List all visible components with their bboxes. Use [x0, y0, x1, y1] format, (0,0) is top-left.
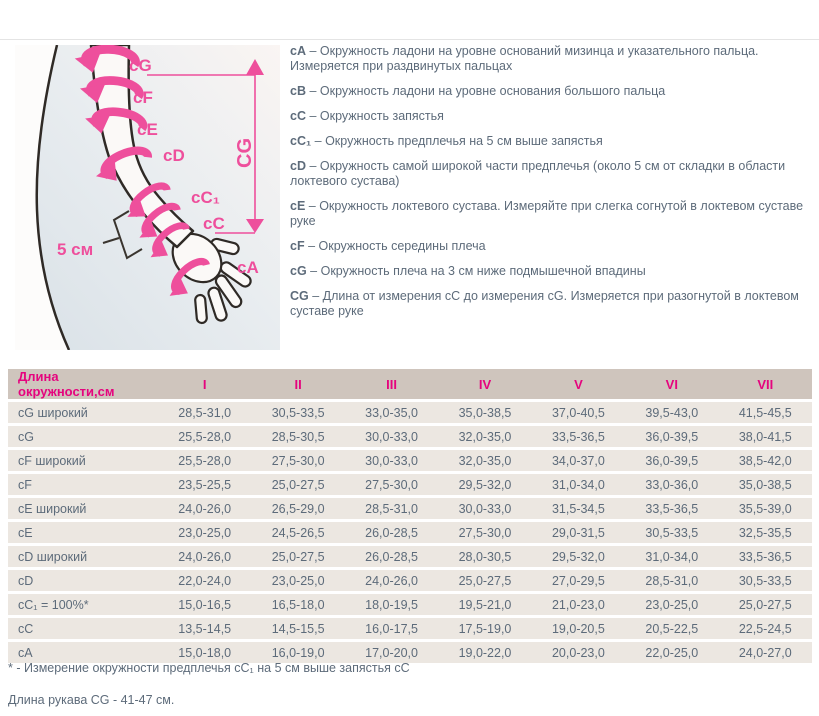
cell-size-1: 15,0-18,0 [158, 642, 251, 663]
cell-size-1: 25,5-28,0 [158, 450, 251, 471]
cell-size-5: 34,0-37,0 [532, 450, 625, 471]
measurement-text: – Окружность запястья [309, 109, 444, 123]
cell-size-5: 31,0-34,0 [532, 474, 625, 495]
cell-size-7: 33,5-36,5 [719, 546, 812, 567]
footnote-sleeve-length: Длина рукава CG - 41-47 см. [8, 693, 175, 707]
row-label: cF [8, 474, 158, 495]
cell-size-4: 27,5-30,0 [438, 522, 531, 543]
cell-size-3: 27,5-30,0 [345, 474, 438, 495]
measurement-text: – Окружность локтевого сустава. Измеряйте при слегка согнутой в локтевом суставе руке [290, 199, 804, 228]
cell-size-7: 35,5-39,0 [719, 498, 812, 519]
cell-size-5: 20,0-23,0 [532, 642, 625, 663]
cell-size-6: 39,5-43,0 [625, 402, 718, 423]
cell-size-4: 32,0-35,0 [438, 426, 531, 447]
measurement-text: – Окружность ладони на уровне основания большого пальца [309, 84, 666, 98]
cell-size-6: 36,0-39,5 [625, 426, 718, 447]
cell-size-1: 13,5-14,5 [158, 618, 251, 639]
row-label: cE широкий [8, 498, 158, 519]
cell-size-6: 30,5-33,5 [625, 522, 718, 543]
size-table-header-row [8, 369, 812, 399]
cell-size-4: 19,5-21,0 [438, 594, 531, 615]
cell-size-5: 27,0-29,5 [532, 570, 625, 591]
measurement-text: – Окружность предплечья на 5 см выше запястья [314, 134, 603, 148]
row-label: cG широкий [8, 402, 158, 423]
cell-size-6: 28,5-31,0 [625, 570, 718, 591]
cell-size-1: 23,0-25,0 [158, 522, 251, 543]
cell-size-1: 23,5-25,5 [158, 474, 251, 495]
measurement-description [290, 159, 816, 189]
row-label: cG [8, 426, 158, 447]
cell-size-2: 16,5-18,0 [251, 594, 344, 615]
measurement-text: – Окружность середины плеча [308, 239, 486, 253]
cell-size-7: 41,5-45,5 [719, 402, 812, 423]
measurement-description [290, 44, 816, 74]
cell-size-3: 28,5-31,0 [345, 498, 438, 519]
measurement-code: cB [290, 84, 306, 98]
diagram-label-cD: cD [163, 146, 185, 165]
cell-size-2: 26,5-29,0 [251, 498, 344, 519]
cell-size-5: 29,0-31,5 [532, 522, 625, 543]
row-label: cF широкий [8, 450, 158, 471]
cell-size-2: 25,0-27,5 [251, 546, 344, 567]
measurement-text: – Окружность плеча на 3 см ниже подмышечной впадины [310, 264, 646, 278]
column-header-size-7: VII [719, 369, 812, 399]
cell-size-4: 17,5-19,0 [438, 618, 531, 639]
cell-size-4: 32,0-35,0 [438, 450, 531, 471]
cell-size-5: 37,0-40,5 [532, 402, 625, 423]
cell-size-4: 35,0-38,5 [438, 402, 531, 423]
diagram-label-cG: cG [129, 56, 152, 75]
row-label: cC₁ = 100%* [8, 594, 158, 615]
cell-size-1: 15,0-16,5 [158, 594, 251, 615]
footnote-asterisk: * - Измерение окружности предплечья cC₁ на 5 см выше запястья cC [8, 661, 410, 675]
arm-measurement-illustration [15, 45, 280, 350]
diagram-label-cC1: cC₁ [191, 188, 220, 207]
measurement-code: CG [290, 289, 309, 303]
column-header-size-3: III [345, 369, 438, 399]
cell-size-6: 36,0-39,5 [625, 450, 718, 471]
cell-size-3: 16,0-17,5 [345, 618, 438, 639]
cell-size-7: 38,5-42,0 [719, 450, 812, 471]
cell-size-3: 26,0-28,5 [345, 546, 438, 567]
row-label: cD широкий [8, 546, 158, 567]
cell-size-4: 19,0-22,0 [438, 642, 531, 663]
column-header-size-4: IV [438, 369, 531, 399]
diagram-label-cF: cF [133, 88, 153, 107]
cell-size-6: 31,0-34,0 [625, 546, 718, 567]
measurement-code: cA [290, 44, 306, 58]
table-row [8, 474, 812, 495]
measurement-description [290, 239, 816, 254]
cell-size-3: 24,0-26,0 [345, 570, 438, 591]
table-row [8, 546, 812, 567]
table-row [8, 426, 812, 447]
table-row [8, 402, 812, 423]
cell-size-4: 29,5-32,0 [438, 474, 531, 495]
table-row [8, 498, 812, 519]
row-label: cA [8, 642, 158, 663]
table-row [8, 450, 812, 471]
cell-size-7: 25,0-27,5 [719, 594, 812, 615]
measurement-code: cD [290, 159, 306, 173]
cell-size-6: 33,0-36,0 [625, 474, 718, 495]
table-row [8, 618, 812, 639]
measurement-description [290, 134, 816, 149]
cell-size-4: 30,0-33,0 [438, 498, 531, 519]
diagram-label-cE: cE [137, 120, 158, 139]
cell-size-7: 38,0-41,5 [719, 426, 812, 447]
cell-size-6: 22,0-25,0 [625, 642, 718, 663]
cell-size-4: 28,0-30,5 [438, 546, 531, 567]
measurement-code: cC₁ [290, 134, 312, 148]
cell-size-3: 30,0-33,0 [345, 426, 438, 447]
cell-size-6: 20,5-22,5 [625, 618, 718, 639]
measurement-code: cC [290, 109, 306, 123]
measurement-description [290, 289, 816, 319]
table-row [8, 594, 812, 615]
cell-size-3: 17,0-20,0 [345, 642, 438, 663]
measurement-descriptions [290, 44, 816, 329]
cell-size-7: 24,0-27,0 [719, 642, 812, 663]
cell-size-2: 30,5-33,5 [251, 402, 344, 423]
column-header-size-1: I [158, 369, 251, 399]
cell-size-1: 25,5-28,0 [158, 426, 251, 447]
measurement-code: cG [290, 264, 307, 278]
diagram-label-length-CG: CG [234, 138, 256, 168]
table-row [8, 522, 812, 543]
cell-size-4: 25,0-27,5 [438, 570, 531, 591]
row-label: cC [8, 618, 158, 639]
measurement-code: cE [290, 199, 306, 213]
cell-size-2: 27,5-30,0 [251, 450, 344, 471]
cell-size-5: 21,0-23,0 [532, 594, 625, 615]
diagram-label-cC: cC [203, 214, 225, 233]
top-divider [0, 39, 819, 40]
column-header-size-5: V [532, 369, 625, 399]
measurement-text: – Окружность ладони на уровне оснований мизинца и указательного пальца. Измеряется при раздвинутых пальцах [290, 44, 759, 73]
cell-size-7: 32,5-35,5 [719, 522, 812, 543]
cell-size-7: 35,0-38,5 [719, 474, 812, 495]
measurement-description [290, 109, 816, 124]
cell-size-2: 23,0-25,0 [251, 570, 344, 591]
column-header-length: Длина окружности,см [8, 369, 158, 399]
cell-size-2: 28,5-30,5 [251, 426, 344, 447]
cell-size-6: 33,5-36,5 [625, 498, 718, 519]
cell-size-3: 33,0-35,0 [345, 402, 438, 423]
cell-size-3: 30,0-33,0 [345, 450, 438, 471]
cell-size-1: 24,0-26,0 [158, 546, 251, 567]
cell-size-1: 24,0-26,0 [158, 498, 251, 519]
size-table [8, 366, 812, 666]
cell-size-3: 18,0-19,5 [345, 594, 438, 615]
cell-size-7: 22,5-24,5 [719, 618, 812, 639]
cell-size-1: 28,5-31,0 [158, 402, 251, 423]
column-header-size-6: VI [625, 369, 718, 399]
cell-size-7: 30,5-33,5 [719, 570, 812, 591]
cell-size-2: 16,0-19,0 [251, 642, 344, 663]
cell-size-2: 24,5-26,5 [251, 522, 344, 543]
table-row [8, 642, 812, 663]
cell-size-3: 26,0-28,5 [345, 522, 438, 543]
column-header-size-2: II [251, 369, 344, 399]
measurement-description [290, 84, 816, 99]
measurement-description [290, 264, 816, 279]
cell-size-5: 31,5-34,5 [532, 498, 625, 519]
table-row [8, 570, 812, 591]
diagram-label-five-cm: 5 см [57, 240, 94, 259]
measurement-description [290, 199, 816, 229]
measurement-code: cF [290, 239, 305, 253]
cell-size-5: 19,0-20,5 [532, 618, 625, 639]
cell-size-1: 22,0-24,0 [158, 570, 251, 591]
row-label: cD [8, 570, 158, 591]
cell-size-5: 29,5-32,0 [532, 546, 625, 567]
cell-size-5: 33,5-36,5 [532, 426, 625, 447]
cell-size-2: 25,0-27,5 [251, 474, 344, 495]
cell-size-2: 14,5-15,5 [251, 618, 344, 639]
measurement-text: – Длина от измерения cC до измерения cG. Измеряется при разогнутой в локтевом суставе руке [290, 289, 799, 318]
cell-size-6: 23,0-25,0 [625, 594, 718, 615]
measurement-text: – Окружность самой широкой части предплечья (около 5 см от складки в области локтевого сустава) [290, 159, 786, 188]
row-label: cE [8, 522, 158, 543]
diagram-label-cA: cA [237, 258, 259, 277]
